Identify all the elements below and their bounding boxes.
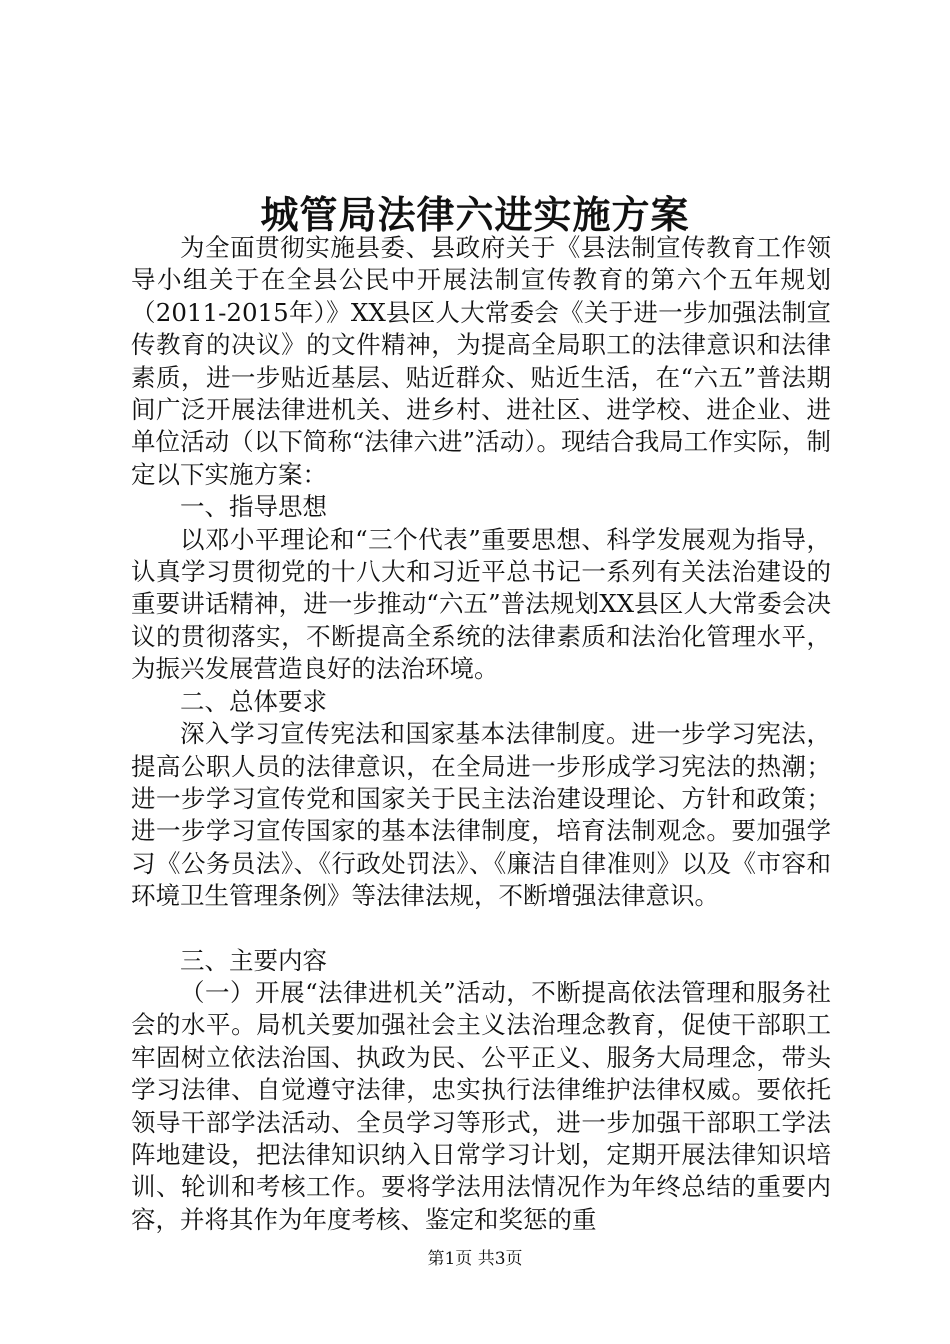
section-heading-guiding-ideology: 一、指导思想 bbox=[180, 492, 327, 522]
document-title: 城管局法律六进实施方案 bbox=[260, 192, 690, 237]
section-heading-main-content: 三、主要内容 bbox=[180, 945, 327, 975]
page-number-footer: 第1页 共3页 bbox=[427, 1249, 523, 1269]
section-heading-overall-requirements: 二、总体要求 bbox=[180, 686, 327, 716]
paragraph-overall-requirements: 深入学习宣传宪法和国家基本法律制度。进一步学习宪法，提高公职人员的法律意识，在全局进一步形成学习宪法的热潮；进一步学习宣传党和国家关于民主法治建设理论、方针和政策；进一步学习宣传国家的基本法律制度，培育法制观念。要加强学习《公务员法》、《行政处罚法》、《廉洁自律准则》以及《市容和环境卫生管理条例》等法律法规，不断增强法律意识。 bbox=[131, 719, 831, 911]
paragraph-guiding-ideology: 以邓小平理论和“三个代表”重要思想、科学发展观为指导，认真学习贯彻党的十八大和习近平总书记一系列有关法治建设的重要讲话精神，进一步推动“六五”普法规划XX县区人大常委会决议的贯彻落实，不断提高全系统的法律素质和法治化管理水平，为振兴发展营造良好的法治环境。 bbox=[131, 524, 831, 684]
document-body bbox=[131, 232, 831, 1236]
paragraph-intro: 为全面贯彻实施县委、县政府关于《县法制宣传教育工作领导小组关于在全县公民中开展法制宣传教育的第六个五年规划（2011-2015年）》XX县区人大常委会《关于进一步加强法制宣传教育的决议》的文件精神，为提高全局职工的法律意识和法律素质，进一步贴近基层、贴近群众、贴近生活，在“六五”普法期间广泛开展法律进机关、进乡村、进社区、进学校、进企业、进单位活动（以下简称“法律六进”活动）。现结合我局工作实际，制定以下实施方案： bbox=[131, 233, 831, 489]
paragraph-law-into-organs: （一）开展“法律进机关”活动，不断提高依法管理和服务社会的水平。局机关要加强社会主义法治理念教育，促使干部职工牢固树立依法治国、执政为民、公平正义、服务大局理念，带头学习法律、自觉遵守法律，忠实执行法律维护法律权威。要依托领导干部学法活动、全员学习等形式，进一步加强干部职工学法阵地建设，把法律知识纳入日常学习计划，定期开展法律知识培训、轮训和考核工作。要将学法用法情况作为年终总结的重要内容，并将其作为年度考核、鉴定和奖惩的重 bbox=[131, 977, 831, 1234]
